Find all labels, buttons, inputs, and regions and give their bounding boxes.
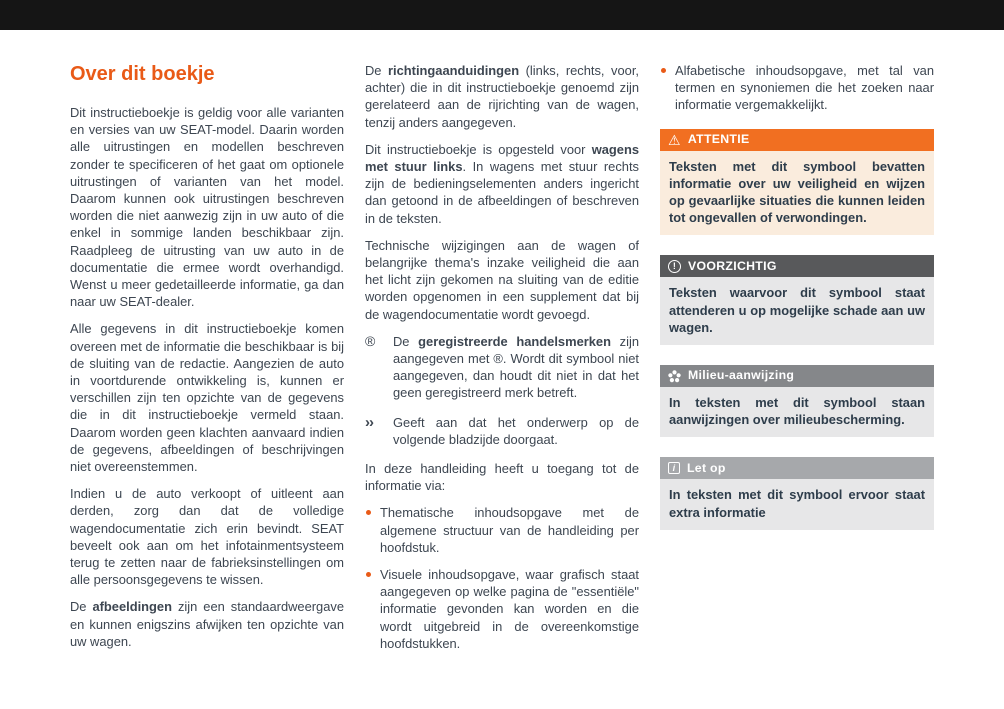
paragraph — [70, 598, 344, 650]
paragraph: Dit instructieboekje is geldig voor alle varianten en versies van uw SEAT-model. Daarin worden alle uitrustingen en modellen beschreven zonder te specificeren of het gaat om optionele uitrustingen of varianten van het model. Daarom kunnen ook uitrustingen beschreven worden die niet aanwezig zijn in uw auto of die enkel in sommige landen beschikbaar zijn. Raadpleeg de uitrusting van uw auto in de documentatie die ermee wordt overhandigd. Wenst u meer gedetailleerde informatie, ga dan naar uw SEAT-dealer. — [70, 105, 344, 310]
warning-triangle-icon: ⚠ — [668, 131, 681, 148]
bold-term: geregistreerde handelsmerken — [418, 333, 611, 349]
caution-box-voorzichtig — [660, 255, 934, 345]
registered-trademark-icon: ® — [365, 332, 376, 349]
environment-box-milieu — [660, 365, 934, 437]
list-item — [365, 504, 639, 556]
warning-box-attentie — [660, 129, 934, 236]
list-item — [660, 62, 934, 114]
flower-icon — [668, 370, 681, 383]
paragraph: In deze handleiding heeft u toegang tot de informatie via: — [365, 461, 639, 494]
paragraph: Alle gegevens in dit instructieboekje komen overeen met de informatie die beschikbaar is bij de sluiting van de redactie. Aangezien de auto in voortdurende ontwikkeling is, kunnen er verschillen zijn ten opzichte van de gegevens die in dit instructieboekje vermeld staan. Daarom worden geen klachten aanvaard indien de gegevens, afbeeldingen of beschrijvingen niet overeenstemmen. — [70, 321, 344, 475]
paragraph-text: zijn aangegeven met ®. Wordt dit symbool niet aangegeven, dan houdt dit niet in dat het geen geregistreerd merk betreft. — [393, 333, 639, 401]
note-box-header — [660, 457, 934, 479]
continues-next-page-icon: ›› — [365, 413, 373, 431]
paragraph-text: (links, rechts, voor, achter) die in dit instructieboekje genoemd zijn gerelateerd aan de rijrichting van de wagen, tenzij anders aangegeven. — [365, 63, 640, 130]
page-content — [70, 62, 934, 662]
note-box-let-op — [660, 457, 934, 529]
column-2 — [365, 62, 639, 662]
paragraph: Indien u de auto verkoopt of uitleent aan derden, zorg dan dat de volledige wagendocumentatie zich erin bevindt. SEAT beveelt ook aan om het infotainmentsysteem terug te zetten naar de fabrieksinstellingen om alle persoonsgegevens te wissen. — [70, 486, 344, 588]
list-item-text: Alfabetische inhoudsopgave, met tal van termen en synoniemen die het zoeken naar informatie vergemakkelijkt. — [675, 63, 934, 113]
bold-term: wagens met stuur links — [365, 141, 639, 175]
column-3 — [660, 62, 934, 662]
warning-box-header — [660, 129, 934, 151]
caution-box-header — [660, 255, 934, 277]
paragraph-text: zijn een standaardweergave en kunnen enigszins afwijken ten opzichte van uw wagen. — [70, 599, 345, 649]
bold-term: afbeeldingen — [92, 599, 172, 615]
warning-box-text: Teksten met dit symbool bevatten informatie over uw veiligheid en wijzen op gevaarlijke situaties die kunnen leiden tot ongevallen of verwondingen. — [660, 151, 934, 236]
paragraph-text: De — [70, 599, 93, 615]
paragraph-text: De — [393, 333, 419, 349]
legend-item-continuation — [365, 414, 639, 448]
list-item — [365, 566, 639, 652]
paragraph — [365, 62, 639, 131]
info-square-icon: i — [668, 462, 680, 474]
bold-term: richtingaanduidingen — [388, 63, 520, 78]
page-top-bar — [0, 0, 1004, 30]
note-box-text: In teksten met dit symbool ervoor staat extra informatie — [660, 479, 934, 529]
exclamation-circle-icon: ! — [668, 260, 681, 273]
bullet-icon — [366, 572, 371, 577]
paragraph: Technische wijzigingen aan de wagen of belangrijke thema's inzake veiligheid die aan het licht zijn gekomen na sluiting van de editie worden opgenomen in een supplement dat bij de wagendocumentatie wordt gevoegd. — [365, 237, 639, 322]
bullet-icon — [661, 68, 666, 73]
list-item-text: Visuele inhoudsopgave, waar grafisch staat aangegeven op welke pagina de "essentiële" informatie gevonden kan worden en die wordt uitgebreid in de overeenkomstige hoofdstukken. — [380, 567, 639, 651]
environment-box-title: Milieu-aanwijzing — [688, 368, 795, 383]
list-item-text: Thematische inhoudsopgave met de algemene structuur van de handleiding per hoofdstuk. — [380, 505, 639, 555]
caution-box-title: VOORZICHTIG — [688, 258, 777, 273]
bullet-icon — [366, 510, 371, 515]
page-title: Over dit boekje — [70, 63, 215, 85]
legend-text — [393, 333, 639, 402]
paragraph-text: De — [365, 63, 389, 78]
environment-box-header — [660, 365, 934, 387]
column-1 — [70, 62, 344, 662]
paragraph-text: Dit instructieboekje is opgesteld voor — [365, 141, 592, 157]
legend-item-registered-trademark — [365, 333, 639, 402]
paragraph — [365, 141, 639, 227]
environment-box-text: In teksten met dit symbool staan aanwijzingen over milieubescherming. — [660, 387, 934, 437]
note-box-title: Let op — [687, 460, 726, 475]
paragraph-text: . In wagens met stuur rechts zijn de bedieningselementen anders ingericht dan getoond in de afbeeldingen of beschreven in de teksten. — [365, 159, 639, 226]
legend-text: Geeft aan dat het onderwerp op de volgende bladzijde doorgaat. — [393, 414, 639, 447]
warning-box-title: ATTENTIE — [687, 132, 750, 146]
caution-box-text: Teksten waarvoor dit symbool staat attenderen u op mogelijke schade aan uw wagen. — [660, 277, 934, 345]
